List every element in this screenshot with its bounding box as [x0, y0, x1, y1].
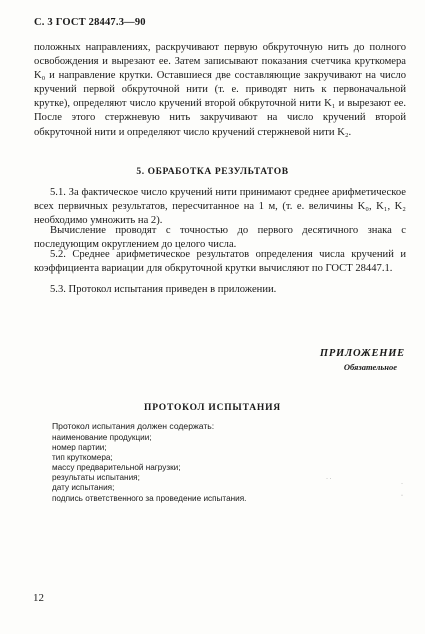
protocol-intro: Протокол испытания должен содержать: — [52, 421, 215, 431]
section-title: 5. ОБРАБОТКА РЕЗУЛЬТАТОВ — [136, 167, 289, 177]
protocol-item: тип круткомера; — [52, 453, 113, 463]
page-number: 12 — [33, 592, 44, 604]
protocol-item: дату испытания; — [52, 483, 115, 493]
protocol-item: номер партии; — [52, 443, 107, 453]
protocol-item: массу предварительной нагрузки; — [52, 463, 181, 473]
page-header: С. 3 ГОСТ 28447.3—90 — [34, 17, 146, 28]
protocol-item: наименование продукции; — [52, 433, 152, 442]
continuation-paragraph: положных направлениях, раскручивают первую обкруточную нить до полного освобождения и вырезают ее. Затем записывают показания счетчика круткомера K₀ и направление крутки. Оставшиеся две составляющие закручивают на число кручений первой обкруточной нити (т. е. приводят нить к первоначальной крутке), определяют число кручений второй обкруточной нити K₁ и вырезают ее. После этого стержневую нить закручивают на число кручений второй обкруточной нити и определяют число кручений стержневой нити K₂. — [34, 42, 406, 138]
scan-speck-mark: · — [401, 493, 403, 499]
paragraph-5-2: 5.2. Среднее арифметическое результатов определения числа кручений и коэффициента вариации для обкруточной крутки вычисляют по ГОСТ 28447.1. — [34, 249, 406, 275]
paragraph-5-3: 5.3. Протокол испытания приведен в приложении. — [50, 284, 277, 295]
paragraph-5-1-precision: Вычисление проводят с точностью до первого десятичного знака с последующим округлением до целого числа. — [34, 225, 406, 251]
protocol-item: подпись ответственного за проведение испытания. — [52, 493, 247, 503]
paragraph-5-1: 5.1. За фактическое число кручений нити принимают среднее арифметическое всех первичных результатов, пересчитанное на 1 м, (т. е. величины K₀, K₁, K₂ необходимо умножить на 2). — [34, 187, 406, 227]
protocol-title: ПРОТОКОЛ ИСПЫТАНИЯ — [144, 403, 281, 413]
scan-speck-mark: ˙ ˙ — [326, 478, 332, 484]
appendix-sublabel: Обязательное — [343, 362, 397, 372]
appendix-label: ПРИЛОЖЕНИЕ — [319, 348, 405, 359]
scan-speck-mark: ˙ — [401, 483, 403, 489]
protocol-item: результаты испытания; — [52, 473, 140, 483]
protocol-items — [52, 433, 392, 504]
